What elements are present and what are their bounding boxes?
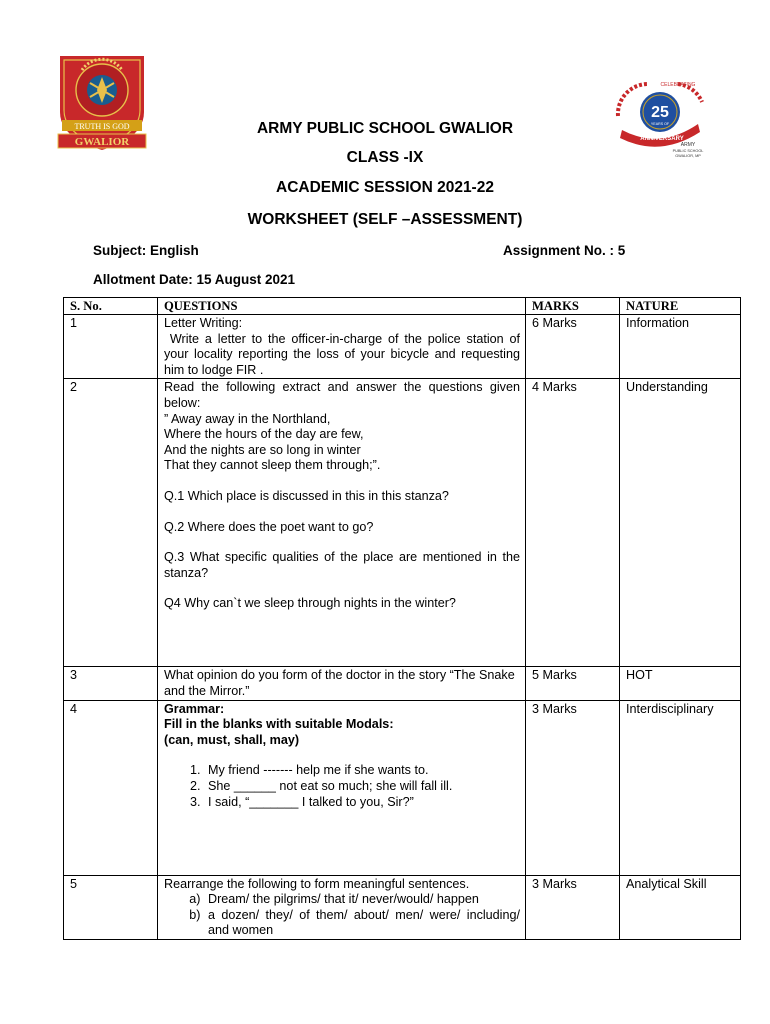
row-question — [158, 379, 526, 667]
row-nature: Information — [620, 315, 741, 379]
poem-line: And the nights are so long in winter — [164, 442, 361, 457]
row-marks: 3 Marks — [526, 700, 620, 875]
worksheet-title: WORKSHEET (SELF –ASSESSMENT) — [247, 211, 523, 228]
row-marks: 5 Marks — [526, 667, 620, 700]
row-sno: 1 — [64, 315, 158, 379]
row-nature: HOT — [620, 667, 741, 700]
crest-city: GWALIOR — [74, 136, 130, 148]
crest-motto: TRUTH IS GOD — [74, 122, 130, 131]
table-row — [64, 667, 741, 700]
table-header-row — [64, 298, 741, 315]
sub-question-1: Q.1 Which place is discussed in this in this stanza? — [164, 488, 449, 503]
list-item: 3. I said, “_______ I talked to you, Sir?” — [204, 795, 520, 811]
list-item: b. a dozen/ they/ of them/ about/ men/ were/ including/ and women — [204, 908, 520, 939]
row-nature: Understanding — [620, 379, 741, 667]
rearrange-list — [164, 892, 520, 939]
grammar-options: (can, must, shall, may) — [164, 732, 300, 747]
row-question — [158, 315, 526, 379]
list-item: 2. She ______ not eat so much; she will fall ill. — [204, 779, 520, 795]
row-marks: 4 Marks — [526, 379, 620, 667]
anniv-school-1: ARMY — [680, 142, 696, 148]
anniv-ribbon: ANNIVERSARY — [640, 136, 684, 142]
subject-label: Subject: English — [93, 243, 199, 258]
row-marks: 3 Marks — [526, 875, 620, 939]
anniv-school-2: PUBLIC SCHOOL — [672, 149, 704, 153]
row-sno: 4 — [64, 700, 158, 875]
question-body: Write a letter to the officer-in-charge of the police station of your locality reporting the loss of your bicycle and requesting him to lodge FIR . — [164, 331, 524, 377]
row-sno: 2 — [64, 379, 158, 667]
anniv-school-3: GWALIOR, MP — [675, 154, 701, 158]
poem-line: That they cannot sleep them through;”. — [164, 458, 381, 473]
anniv-number: 25 — [651, 104, 669, 121]
list-item: 1. My friend ------- help me if she wants to. — [204, 763, 520, 779]
row-question: What opinion do you form of the doctor in the story “The Snake and the Mirror.” — [158, 667, 526, 700]
rearrange-instruction: Rearrange the following to form meaningful sentences. — [164, 876, 470, 891]
session-title: ACADEMIC SESSION 2021-22 — [276, 179, 494, 196]
col-header-nature: NATURE — [620, 298, 741, 315]
worksheet-table — [63, 297, 741, 940]
col-header-questions: QUESTIONS — [158, 298, 526, 315]
class-title: CLASS -IX — [346, 149, 424, 166]
list-item: a. Dream/ the pilgrims/ that it/ never/would/ happen — [204, 892, 520, 908]
poem-line: ” Away away in the Northland, — [164, 411, 331, 426]
allotment-date: Allotment Date: 15 August 2021 — [93, 272, 296, 287]
table-row — [64, 315, 741, 379]
col-header-sno: S. No. — [64, 298, 158, 315]
anniv-celebrating: CELEBRATING — [660, 82, 696, 88]
row-sno: 3 — [64, 667, 158, 700]
grammar-instruction: Fill in the blanks with suitable Modals: — [164, 717, 394, 732]
row-nature: Interdisciplinary — [620, 700, 741, 875]
modal-list — [164, 763, 520, 810]
row-marks: 6 Marks — [526, 315, 620, 379]
row-sno: 5 — [64, 875, 158, 939]
anniv-years: YEARS OF — [650, 122, 670, 126]
row-question — [158, 875, 526, 939]
school-name: ARMY PUBLIC SCHOOL GWALIOR — [256, 120, 514, 137]
grammar-title: Grammar: — [164, 701, 225, 716]
sub-question-2: Q.2 Where does the poet want to go? — [164, 519, 374, 534]
table-row — [64, 700, 741, 875]
table-row — [64, 379, 741, 667]
poem-line: Where the hours of the day are few, — [164, 427, 364, 442]
table-row — [64, 875, 741, 939]
col-header-marks: MARKS — [526, 298, 620, 315]
question-intro: Read the following extract and answer the questions given below: — [164, 380, 520, 410]
question-title: Letter Writing: — [164, 316, 243, 330]
sub-question-3: Q.3 What specific qualities of the place are mentioned in the stanza? — [164, 550, 520, 580]
assignment-number: Assignment No. : 5 — [503, 243, 626, 258]
row-nature: Analytical Skill — [620, 875, 741, 939]
row-question — [158, 700, 526, 875]
sub-question-4: Q4 Why can`t we sleep through nights in the winter? — [164, 596, 456, 611]
